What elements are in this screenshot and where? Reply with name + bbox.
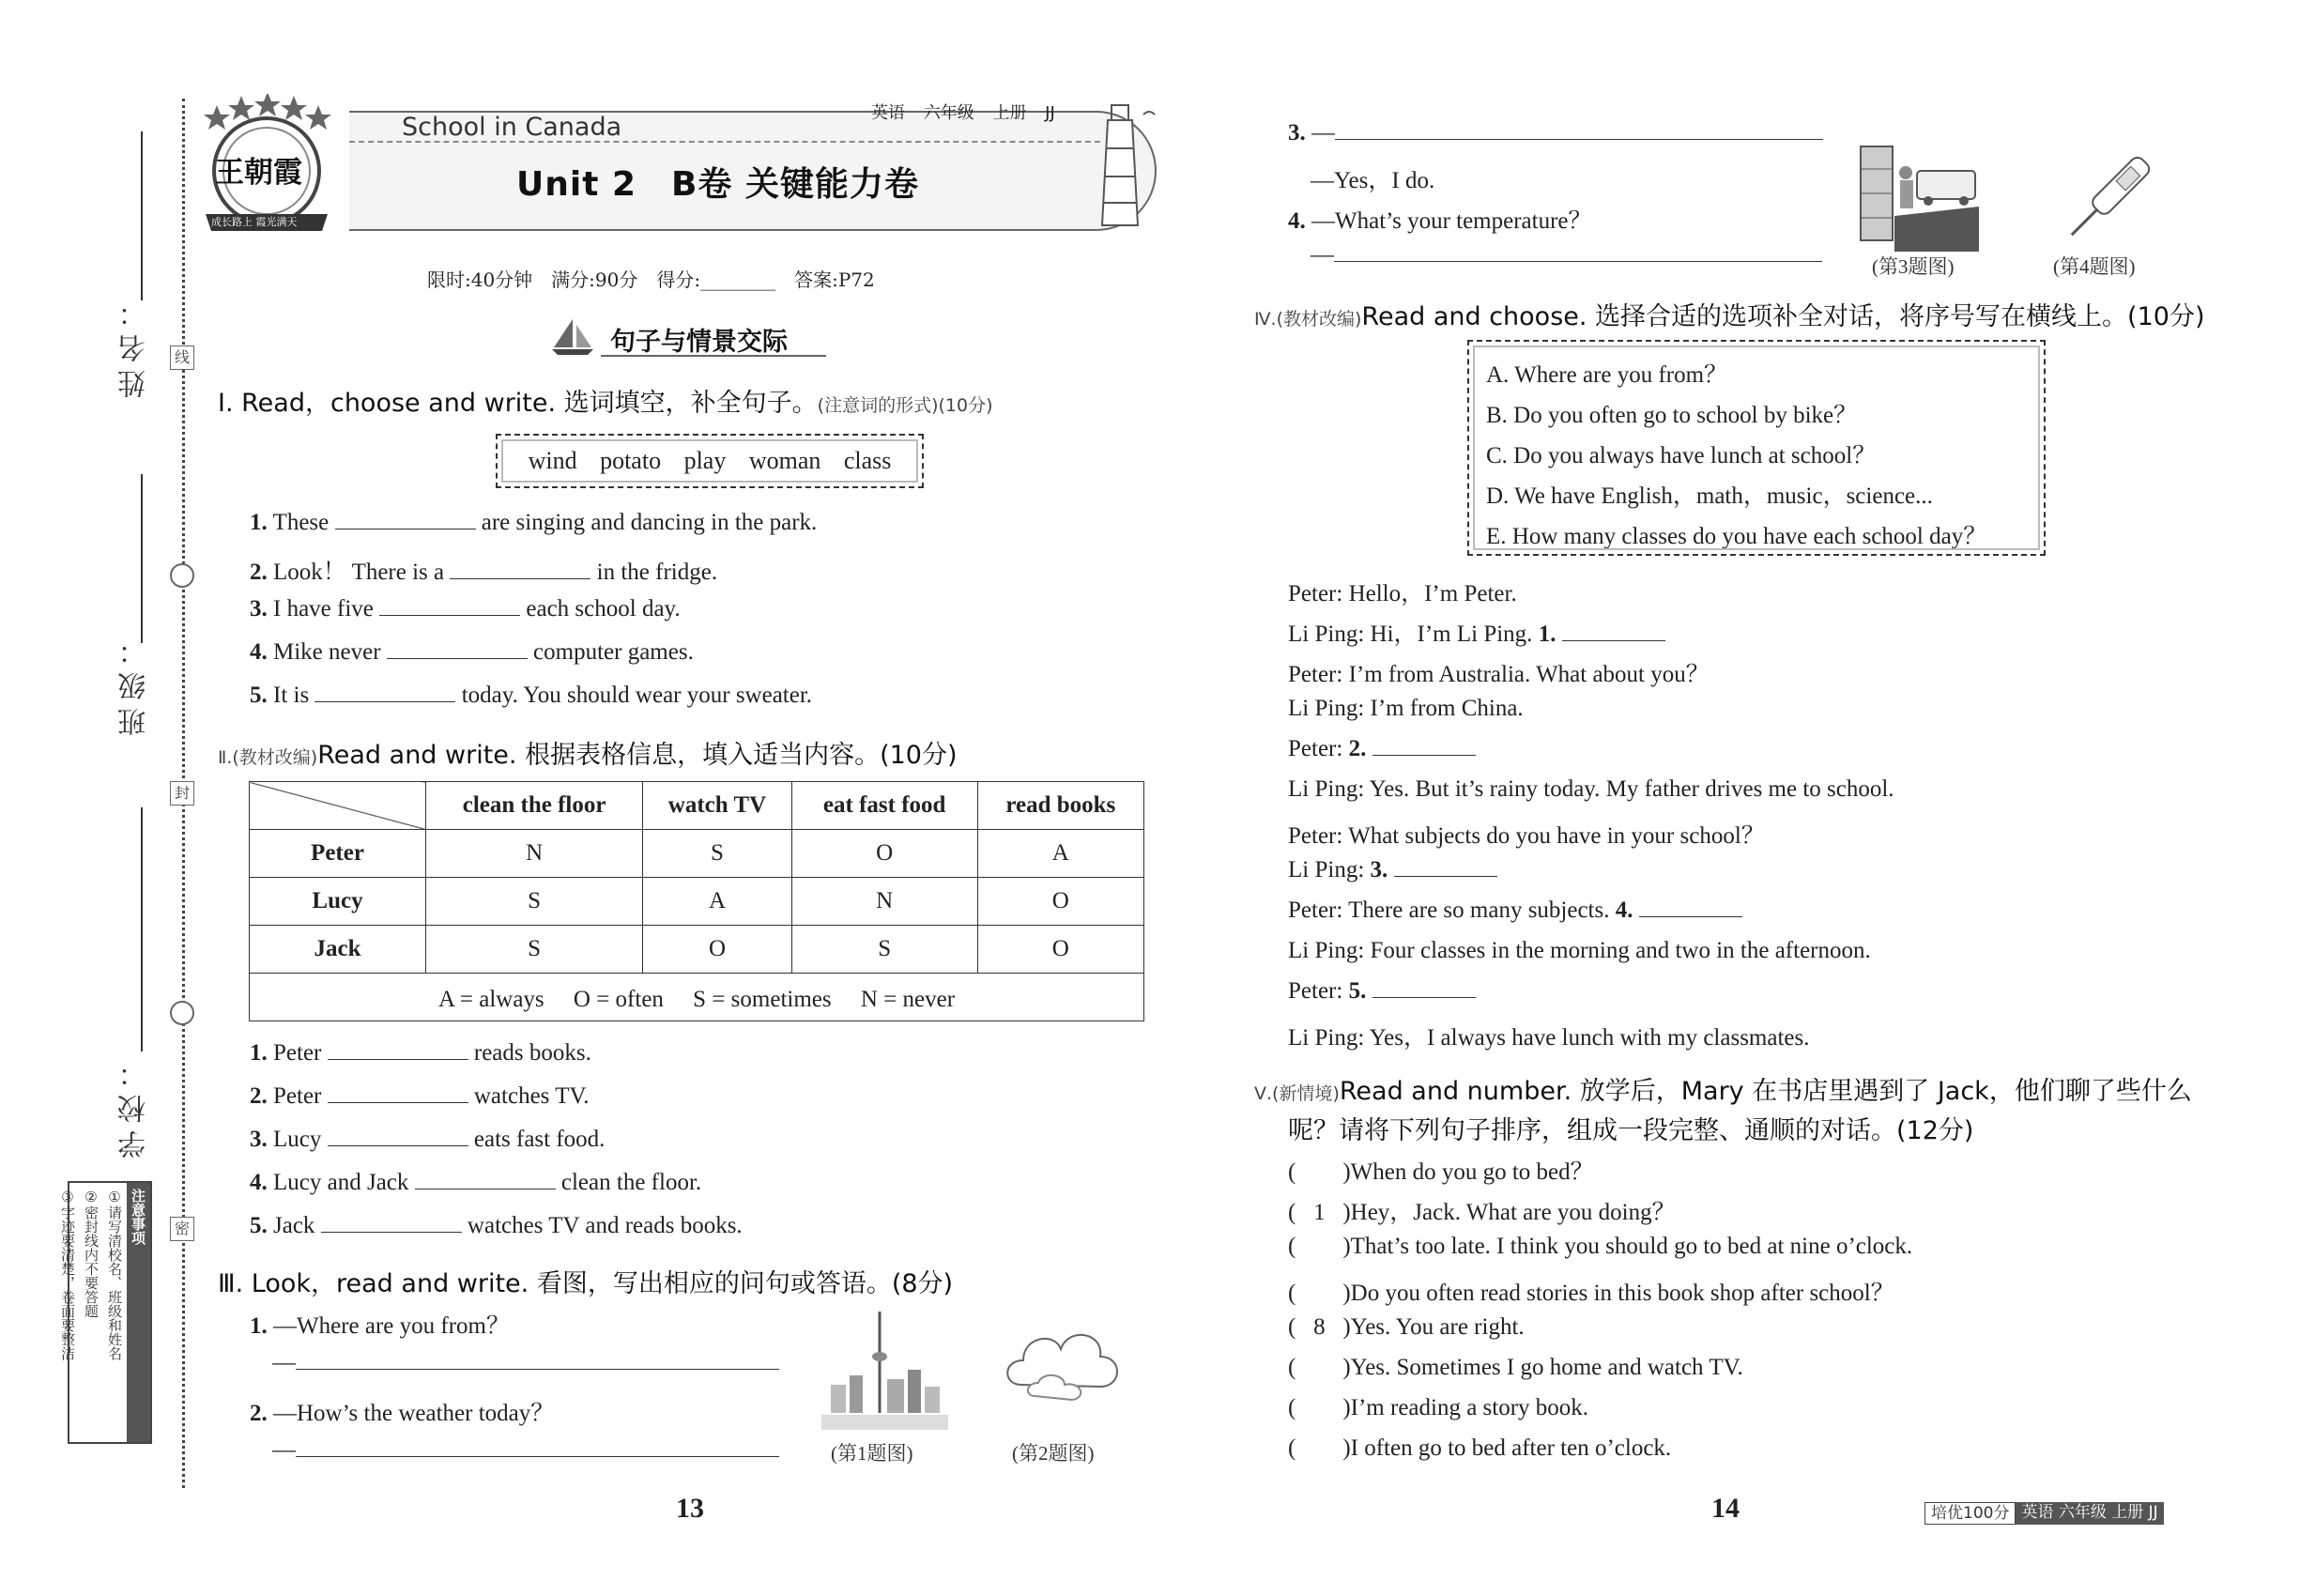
dialogue-line: Peter: There are so many subjects. 4. <box>1288 898 1742 924</box>
table-corner <box>250 782 426 830</box>
table-row-header: Jack <box>250 926 426 974</box>
part5-heading: Ⅴ.(新情境)Read and number. 放学后，Mary 在书店里遇到了 Jack，他们聊了些什么 <box>1254 1077 2192 1106</box>
name-line <box>141 131 143 300</box>
table-col-header: read books <box>977 782 1143 830</box>
order-item: ( )Yes. Sometimes I go home and watch TV. <box>1288 1355 1743 1380</box>
footer-brand: 培优100分 <box>1924 1502 2016 1525</box>
school-line <box>141 807 143 1051</box>
table-cell: N <box>791 878 977 926</box>
option-item: E. How many classes do you have each school day？ <box>1486 524 1987 549</box>
school-label: 学校： <box>118 1051 151 1159</box>
order-item: ( )I often go to bed after ten o’clock. <box>1288 1435 1672 1461</box>
option-item: A. Where are you from？ <box>1486 362 1728 388</box>
seal-char-mi: 密 <box>170 1217 194 1241</box>
part1-item-4: 4. Mike never computer games. <box>250 639 694 665</box>
dialogue-line: Li Ping: Yes，I always have lunch with my classmates. <box>1288 1025 1810 1051</box>
part3-item-1-question: 1. —Where are you from？ <box>250 1313 510 1339</box>
part3-item-2-answer: — <box>272 1437 779 1464</box>
school-bus-icon <box>1857 141 1979 252</box>
answer-blank[interactable] <box>328 1084 468 1103</box>
order-item: ( )When do you go to bed？ <box>1288 1159 1594 1185</box>
footer-tag <box>1924 1502 2164 1525</box>
answer-blank[interactable] <box>415 1171 556 1189</box>
table-cell: S <box>426 878 643 926</box>
part2-item-1: 1. Peter reads books. <box>250 1040 591 1066</box>
dialogue-line: Li Ping: Hi，I’m Li Ping. 1. <box>1288 615 1665 649</box>
unit-subtitle: School in Canada <box>402 113 622 142</box>
thermometer-icon <box>2065 152 2150 246</box>
seal-char-xian: 线 <box>170 345 194 370</box>
part2-heading: Ⅱ.(教材改编)Read and write. 根据表格信息，填入适当内容。(10分) <box>218 741 958 770</box>
table-cell: O <box>791 830 977 878</box>
figure-caption-4: (第4题图) <box>2053 255 2136 278</box>
part2-item-4: 4. Lucy and Jack clean the floor. <box>250 1170 702 1195</box>
part4-heading: Ⅳ.(教材改编)Read and choose. 选择合适的选项补全对话，将序号写在横线上。(10分) <box>1254 302 2205 331</box>
answer-blank[interactable] <box>1562 622 1665 641</box>
part1-item-1: 1. These are singing and dancing in the park. <box>250 510 818 535</box>
toronto-skyline-icon <box>821 1310 948 1430</box>
dialogue-line: Li Ping: 3. <box>1288 857 1497 883</box>
table-cell: O <box>977 878 1143 926</box>
answer-blank[interactable] <box>1372 979 1476 998</box>
figure-caption-2: (第2题图) <box>1012 1442 1095 1465</box>
note-item: ①请写清校名、班级和姓名 <box>106 1189 123 1360</box>
table-cell: O <box>643 926 792 974</box>
table-cell: S <box>643 830 792 878</box>
figure-caption-3: (第3题图) <box>1872 255 1955 278</box>
answer-blank[interactable] <box>379 597 520 616</box>
order-item: ( 1 )Hey，Jack. What are you doing？ <box>1288 1200 1676 1225</box>
option-box <box>1467 340 2046 556</box>
note-item: ②密封线内不要答题 <box>83 1189 100 1318</box>
part1-item-5: 5. It is today. You should wear your sweater. <box>250 683 813 708</box>
table-cell: N <box>426 830 643 878</box>
part3-item-1-answer: — <box>272 1350 779 1376</box>
table-cell: A <box>643 878 792 926</box>
part3-item-3-question: 3. — <box>1288 120 1823 146</box>
logo-slogan: 成长路上 霞光满天 <box>211 216 298 228</box>
word-bank: wind potato play woman class <box>496 434 924 488</box>
note-item: ③字迹要清楚，卷面要整洁 <box>59 1189 76 1360</box>
answer-blank[interactable] <box>296 1351 779 1370</box>
order-answer[interactable]: 1 <box>1313 1200 1326 1225</box>
dialogue-line: Peter: I’m from Australia. What about you？ <box>1288 662 1710 687</box>
notes-box <box>59 1181 152 1444</box>
table-row-header: Lucy <box>250 878 426 926</box>
table-col-header: clean the floor <box>426 782 643 830</box>
table-row <box>250 878 1144 926</box>
dialogue-line: Peter: 5. <box>1288 978 1476 1005</box>
table-row <box>250 830 1144 878</box>
table-cell: A <box>977 830 1143 878</box>
answer-blank[interactable] <box>296 1438 779 1457</box>
section-banner-title: 句子与情景交际 <box>610 328 788 357</box>
order-answer[interactable]: 8 <box>1313 1314 1326 1340</box>
part3-item-4-answer: — <box>1311 242 1822 269</box>
answer-blank[interactable] <box>321 1214 462 1233</box>
table-cell: S <box>791 926 977 974</box>
order-item: ( 8 )Yes. You are right. <box>1288 1314 1525 1340</box>
answer-blank[interactable] <box>328 1128 468 1146</box>
part1-item-3: 3. I have five each school day. <box>250 596 681 622</box>
order-item: ( )I’m reading a story book. <box>1288 1395 1589 1420</box>
answer-blank[interactable] <box>1335 121 1823 140</box>
part1-item-2: 2. Look！ There is a in the fridge. <box>250 560 718 585</box>
dialogue-line: Peter: What subjects do you have in your school？ <box>1288 823 1765 849</box>
answer-blank[interactable] <box>1394 858 1497 877</box>
answer-blank[interactable] <box>1334 243 1822 262</box>
answer-blank[interactable] <box>314 683 455 702</box>
dialogue-line: Peter: Hello，I’m Peter. <box>1288 581 1517 606</box>
cloud-icon <box>1003 1319 1125 1408</box>
part2-item-5: 5. Jack watches TV and reads books. <box>250 1213 743 1238</box>
unit-title: Unit 2 B卷 关键能力卷 <box>516 165 919 204</box>
option-item: C. Do you always have lunch at school？ <box>1486 443 1877 468</box>
option-item: B. Do you often go to school by bike？ <box>1486 403 1858 428</box>
part2-item-3: 3. Lucy eats fast food. <box>250 1127 606 1152</box>
order-item: ( )Do you often read stories in this book shop after school？ <box>1288 1281 1894 1306</box>
footer-grade: 英语 六年级 上册 JJ <box>2016 1502 2163 1525</box>
seal-circle-icon <box>170 563 194 588</box>
notes-title: 注意事项 <box>127 1183 150 1442</box>
part3-item-4-question: 4. —What’s your temperature？ <box>1288 208 1592 234</box>
dialogue-line: Li Ping: Yes. But it’s rainy today. My father drives me to school. <box>1288 776 1894 802</box>
seal-char-feng: 封 <box>170 781 194 806</box>
answer-blank[interactable] <box>450 560 590 579</box>
lighthouse-icon <box>1078 101 1168 231</box>
seal-circle-icon <box>170 1001 194 1025</box>
section-banner-underline <box>601 355 826 357</box>
part5-heading-cont: 呢？请将下列句子排序，组成一段完整、通顺的对话。(12分) <box>1288 1116 1974 1145</box>
part3-item-3-answer: —Yes，I do. <box>1311 168 1435 193</box>
class-label: 班级： <box>118 629 151 736</box>
table-row-header: Peter <box>250 830 426 878</box>
answer-blank[interactable] <box>328 1041 468 1060</box>
table-col-header: watch TV <box>643 782 792 830</box>
page-number-right: 14 <box>1711 1493 1740 1524</box>
answer-blank[interactable] <box>335 511 476 529</box>
table-cell: O <box>977 926 1143 974</box>
order-item: ( )That’s too late. I think you should go to bed at nine o’clock. <box>1288 1234 1913 1259</box>
dialogue-line: Li Ping: Four classes in the morning and two in the afternoon. <box>1288 938 1871 963</box>
exam-meta: 限时:40分钟 满分:90分 得分:________ 答案:P72 <box>427 269 875 291</box>
sailboat-icon <box>550 317 595 357</box>
habit-table <box>249 781 1144 1021</box>
part2-item-2: 2. Peter watches TV. <box>250 1083 590 1109</box>
class-line <box>141 474 143 643</box>
dialogue-line: Peter: 2. <box>1288 736 1476 762</box>
logo-text: 王朝霞 <box>215 156 302 190</box>
page-number-left: 13 <box>676 1493 704 1524</box>
part3-heading: Ⅲ. Look，read and write. 看图，写出相应的问句或答语。(8分) <box>218 1269 954 1298</box>
table-row <box>250 926 1144 974</box>
part1-heading: Ⅰ. Read，choose and write. 选词填空，补全句子。(注意词的形式)(10分) <box>218 389 993 418</box>
grade-tags: 英语 六年级 上册 JJ <box>871 103 1055 123</box>
answer-blank[interactable] <box>1372 737 1476 756</box>
answer-blank[interactable] <box>387 640 528 659</box>
answer-blank[interactable] <box>1639 898 1742 917</box>
name-label: 姓名： <box>118 291 151 398</box>
table-col-header: eat fast food <box>791 782 977 830</box>
table-legend: A = always O = often S = sometimes N = never <box>250 974 1144 1021</box>
option-item: D. We have English，math，music，science... <box>1486 483 1933 509</box>
dialogue-line: Li Ping: I’m from China. <box>1288 696 1524 721</box>
figure-caption-1: (第1题图) <box>831 1442 913 1465</box>
table-cell: S <box>426 926 643 974</box>
part3-item-2-question: 2. —How’s the weather today？ <box>250 1401 555 1426</box>
